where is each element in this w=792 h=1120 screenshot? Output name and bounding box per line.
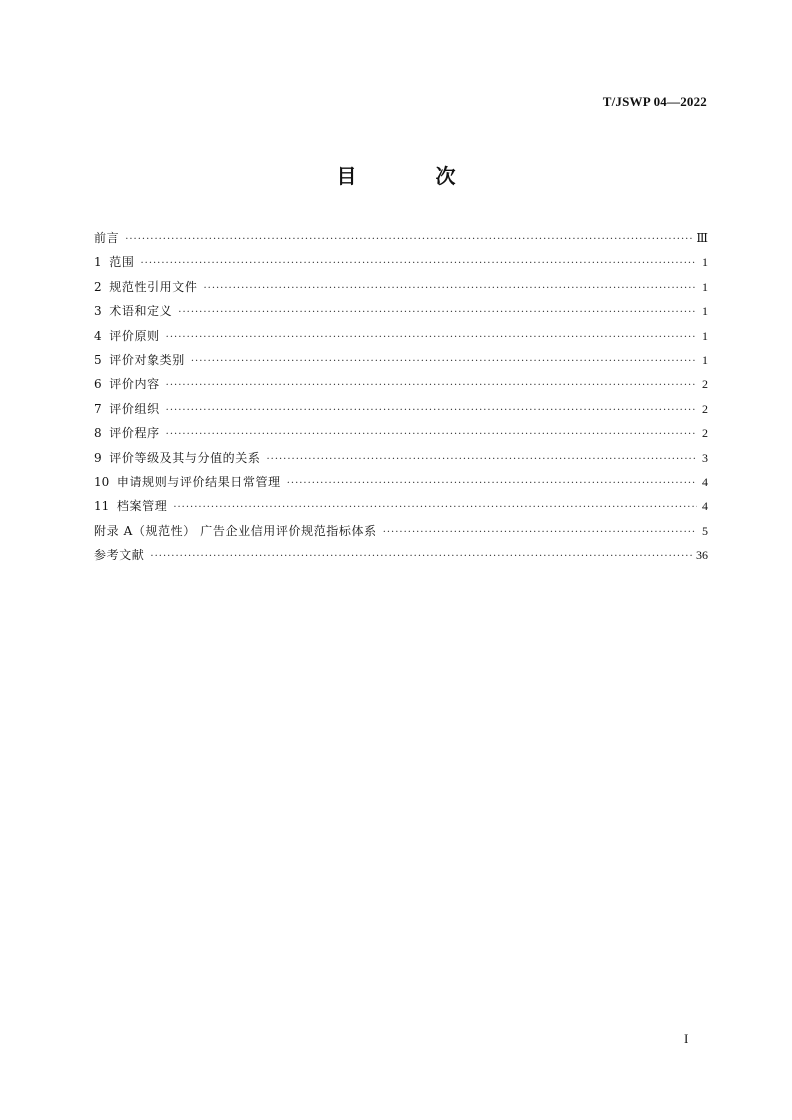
toc-dot-leader: [266, 448, 697, 472]
toc-dot-leader: [150, 545, 693, 569]
toc-title: 目 次: [336, 164, 492, 188]
toc-entry-page: 2: [702, 426, 708, 441]
toc-dot-leader: [166, 399, 697, 423]
toc-entry-page: Ⅲ: [696, 231, 708, 245]
toc-entry-page: 4: [702, 474, 708, 489]
toc-entry-page: 3: [702, 450, 708, 465]
toc-entry[interactable]: [94, 275, 708, 299]
toc-entry-title: 参考文献: [94, 548, 145, 563]
toc-entry[interactable]: [94, 372, 708, 396]
toc-entry[interactable]: [94, 324, 708, 348]
toc-entry-page: 2: [702, 377, 708, 392]
toc-entry-title: 评价对象类别: [109, 352, 185, 367]
page-number: I: [684, 1031, 689, 1046]
toc-entry-page: 5: [702, 523, 708, 538]
toc-entry-title: 附录 A（规范性） 广告企业信用评价规范指标体系: [94, 523, 377, 538]
toc-dot-leader: [191, 350, 697, 374]
toc-entry[interactable]: [94, 250, 708, 274]
toc-entry-title: 评价内容: [109, 377, 160, 392]
toc-entry[interactable]: [94, 494, 708, 518]
toc-entry-page: 1: [702, 279, 708, 294]
toc-entry-number: 10: [94, 474, 117, 489]
toc-entry-page: 1: [702, 304, 708, 319]
toc-dot-leader: [178, 301, 697, 325]
toc-entry-title: 档案管理: [116, 499, 168, 514]
toc-entry[interactable]: [94, 543, 708, 567]
toc-entry-title: 规范性引用文件: [109, 279, 198, 294]
toc-entry-title: 评价等级及其与分值的关系: [109, 450, 261, 465]
toc-dot-leader: [166, 326, 697, 350]
toc-entry-title: 评价原则: [109, 328, 160, 343]
toc-entry-page: 36: [696, 548, 708, 563]
toc-entry-page: 2: [702, 401, 708, 416]
toc-entry-page: 1: [702, 352, 708, 367]
toc-entry[interactable]: [94, 421, 708, 445]
toc-entry-number: 4: [94, 328, 110, 343]
toc-entry[interactable]: [94, 446, 708, 470]
document-code: T/JSWP 04—2022: [602, 94, 707, 109]
toc-dot-leader: [140, 252, 697, 276]
toc-entry-number: 6: [94, 377, 110, 392]
toc-entry-number: 3: [94, 304, 110, 319]
toc-entry-number: 8: [94, 426, 110, 441]
toc-entry[interactable]: [94, 470, 708, 494]
toc-entry[interactable]: [94, 519, 708, 543]
toc-entry-title: 范围: [109, 255, 135, 270]
toc-entry-number: 9: [94, 450, 110, 465]
toc-dot-leader: [287, 472, 697, 496]
toc-entry-number: 7: [94, 401, 110, 416]
toc-entry[interactable]: [94, 299, 708, 323]
toc-entry-page: 4: [702, 499, 708, 514]
toc-entry-page: 1: [702, 328, 708, 343]
toc-entry-number: 11: [94, 499, 117, 514]
toc-entry-number: 2: [94, 279, 110, 294]
toc-list: [94, 226, 708, 567]
toc-entry[interactable]: [94, 397, 708, 421]
toc-dot-leader: [173, 496, 697, 520]
toc-entry-title: 评价程序: [109, 426, 160, 441]
toc-dot-leader: [203, 277, 697, 301]
toc-dot-leader: [383, 521, 697, 545]
toc-dot-leader: [166, 423, 697, 447]
toc-entry[interactable]: [94, 226, 708, 250]
toc-dot-leader: [125, 228, 693, 252]
toc-entry-title: 术语和定义: [109, 304, 173, 319]
toc-dot-leader: [166, 374, 697, 398]
toc-entry-title: 申请规则与评价结果日常管理: [116, 474, 281, 489]
toc-entry[interactable]: [94, 348, 708, 372]
toc-entry-page: 1: [702, 255, 708, 270]
toc-entry-title: 前言: [94, 231, 120, 245]
toc-entry-title: 评价组织: [109, 401, 160, 416]
toc-entry-number: 5: [94, 352, 110, 367]
toc-entry-number: 1: [94, 255, 110, 270]
